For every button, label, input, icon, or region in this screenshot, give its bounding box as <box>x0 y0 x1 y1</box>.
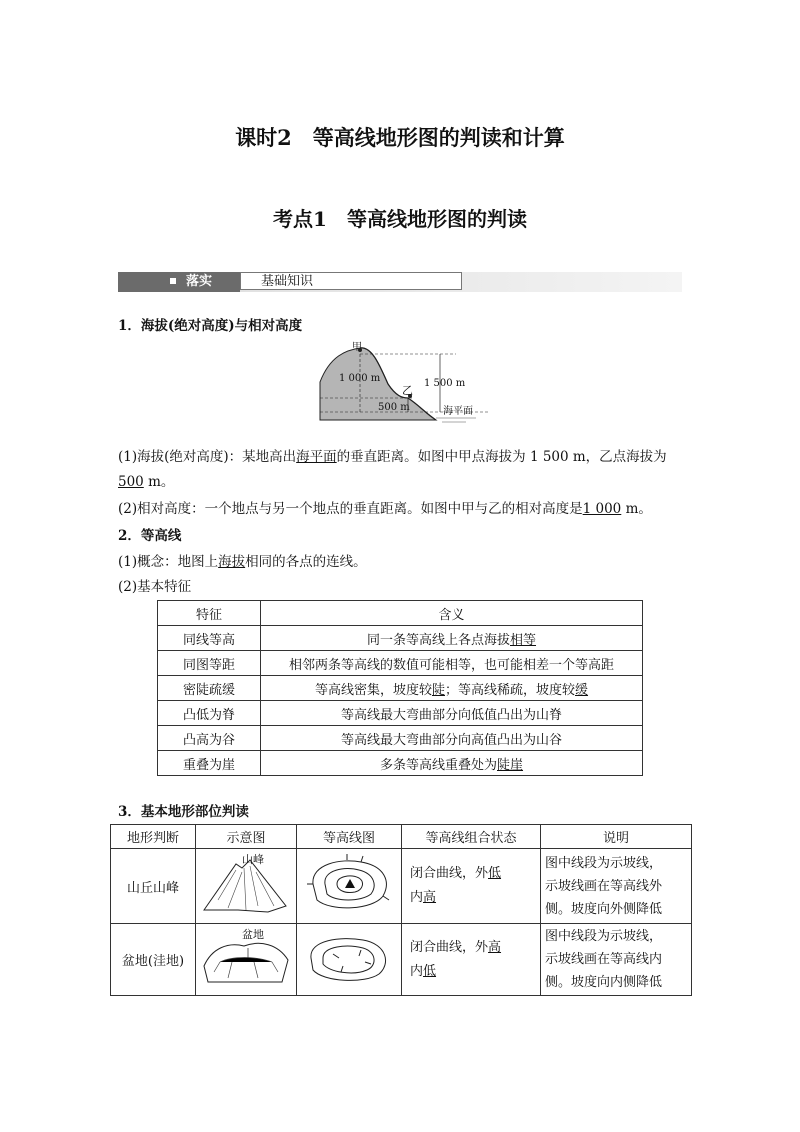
figure-label-jia: 甲 <box>352 342 362 353</box>
table-header-row: 特征 含义 <box>158 601 643 626</box>
figure-label-500: 500 m <box>378 402 410 413</box>
sketch-label-peak: 山峰 <box>242 853 264 866</box>
fill-1000: 1 000 <box>582 501 622 517</box>
table-row: 盆地(洼地) 盆地 闭合曲线，外高 内低 图中线段为示坡线， 示坡线画在等高线内 侧。坡度向内侧降低 <box>111 924 692 996</box>
altitude-paragraph: (1)海拔(绝对高度)：某地高出海平面的垂直距离。如图中甲点海拔为 1 500 m，乙点海拔为 <box>118 449 667 465</box>
figure-label-yi: 乙 <box>402 384 413 397</box>
sketch-label-basin: 盆地 <box>242 928 264 941</box>
figure-label-sea: 海平面 <box>443 406 473 417</box>
basin-contour-map <box>301 928 397 988</box>
figure-label-1000: 1 000 m <box>339 373 381 384</box>
table-row: 同线等高 同一条等高线上各点海拔相等 <box>158 626 643 651</box>
relative-height-paragraph: (2)相对高度：一个地点与另一个地点的垂直距离。如图中甲与乙的相对高度是1 000 m。 <box>118 501 652 517</box>
table-row: 凸低为脊 等高线最大弯曲部分向低值凸出为山脊 <box>158 701 643 726</box>
table-row: 山丘山峰 山峰 闭合曲线，外低 内高 图中线段为示坡线， 示坡线画在等高线外 侧。坡度向外侧降低 <box>111 849 692 924</box>
fill-sea-level: 海平面 <box>296 449 337 465</box>
section2-heading: 2．等高线 <box>118 528 182 544</box>
table-header-row: 地形判断 示意图 等高线图 等高线组合状态 说明 <box>111 825 692 849</box>
section-banner <box>118 272 682 292</box>
features-table <box>157 600 643 776</box>
terrain-table <box>110 824 692 996</box>
section3-heading: 3．基本地形部位判读 <box>118 804 249 820</box>
table-row: 同图等距 相邻两条等高线的数值可能相等，也可能相差一个等高距 <box>158 651 643 676</box>
figure-label-1500: 1 500 m <box>424 378 466 389</box>
banner-tag: 落实 <box>118 272 240 292</box>
contour-concept: (1)概念：地图上海拔相同的各点的连线。 <box>118 554 367 570</box>
table-row: 凸高为谷 等高线最大弯曲部分向高值凸出为山谷 <box>158 726 643 751</box>
table-row: 密陡疏缓 等高线密集，坡度较陡；等高线稀疏，坡度较缓 <box>158 676 643 701</box>
peak-contour-map <box>301 852 397 916</box>
table-row: 重叠为崖 多条等高线重叠处为陡崖 <box>158 751 643 776</box>
altitude-paragraph-cont: 500 m。 <box>118 474 175 490</box>
fill-500: 500 <box>118 474 144 490</box>
features-label: (2)基本特征 <box>118 579 192 595</box>
banner-sub: 基础知识 <box>240 272 462 290</box>
topic-title: 考点1 等高线地形图的判读 <box>273 207 527 231</box>
lesson-title: 课时2 等高线地形图的判读和计算 <box>235 125 565 150</box>
section1-heading: 1．海拔(绝对高度)与相对高度 <box>118 318 303 334</box>
